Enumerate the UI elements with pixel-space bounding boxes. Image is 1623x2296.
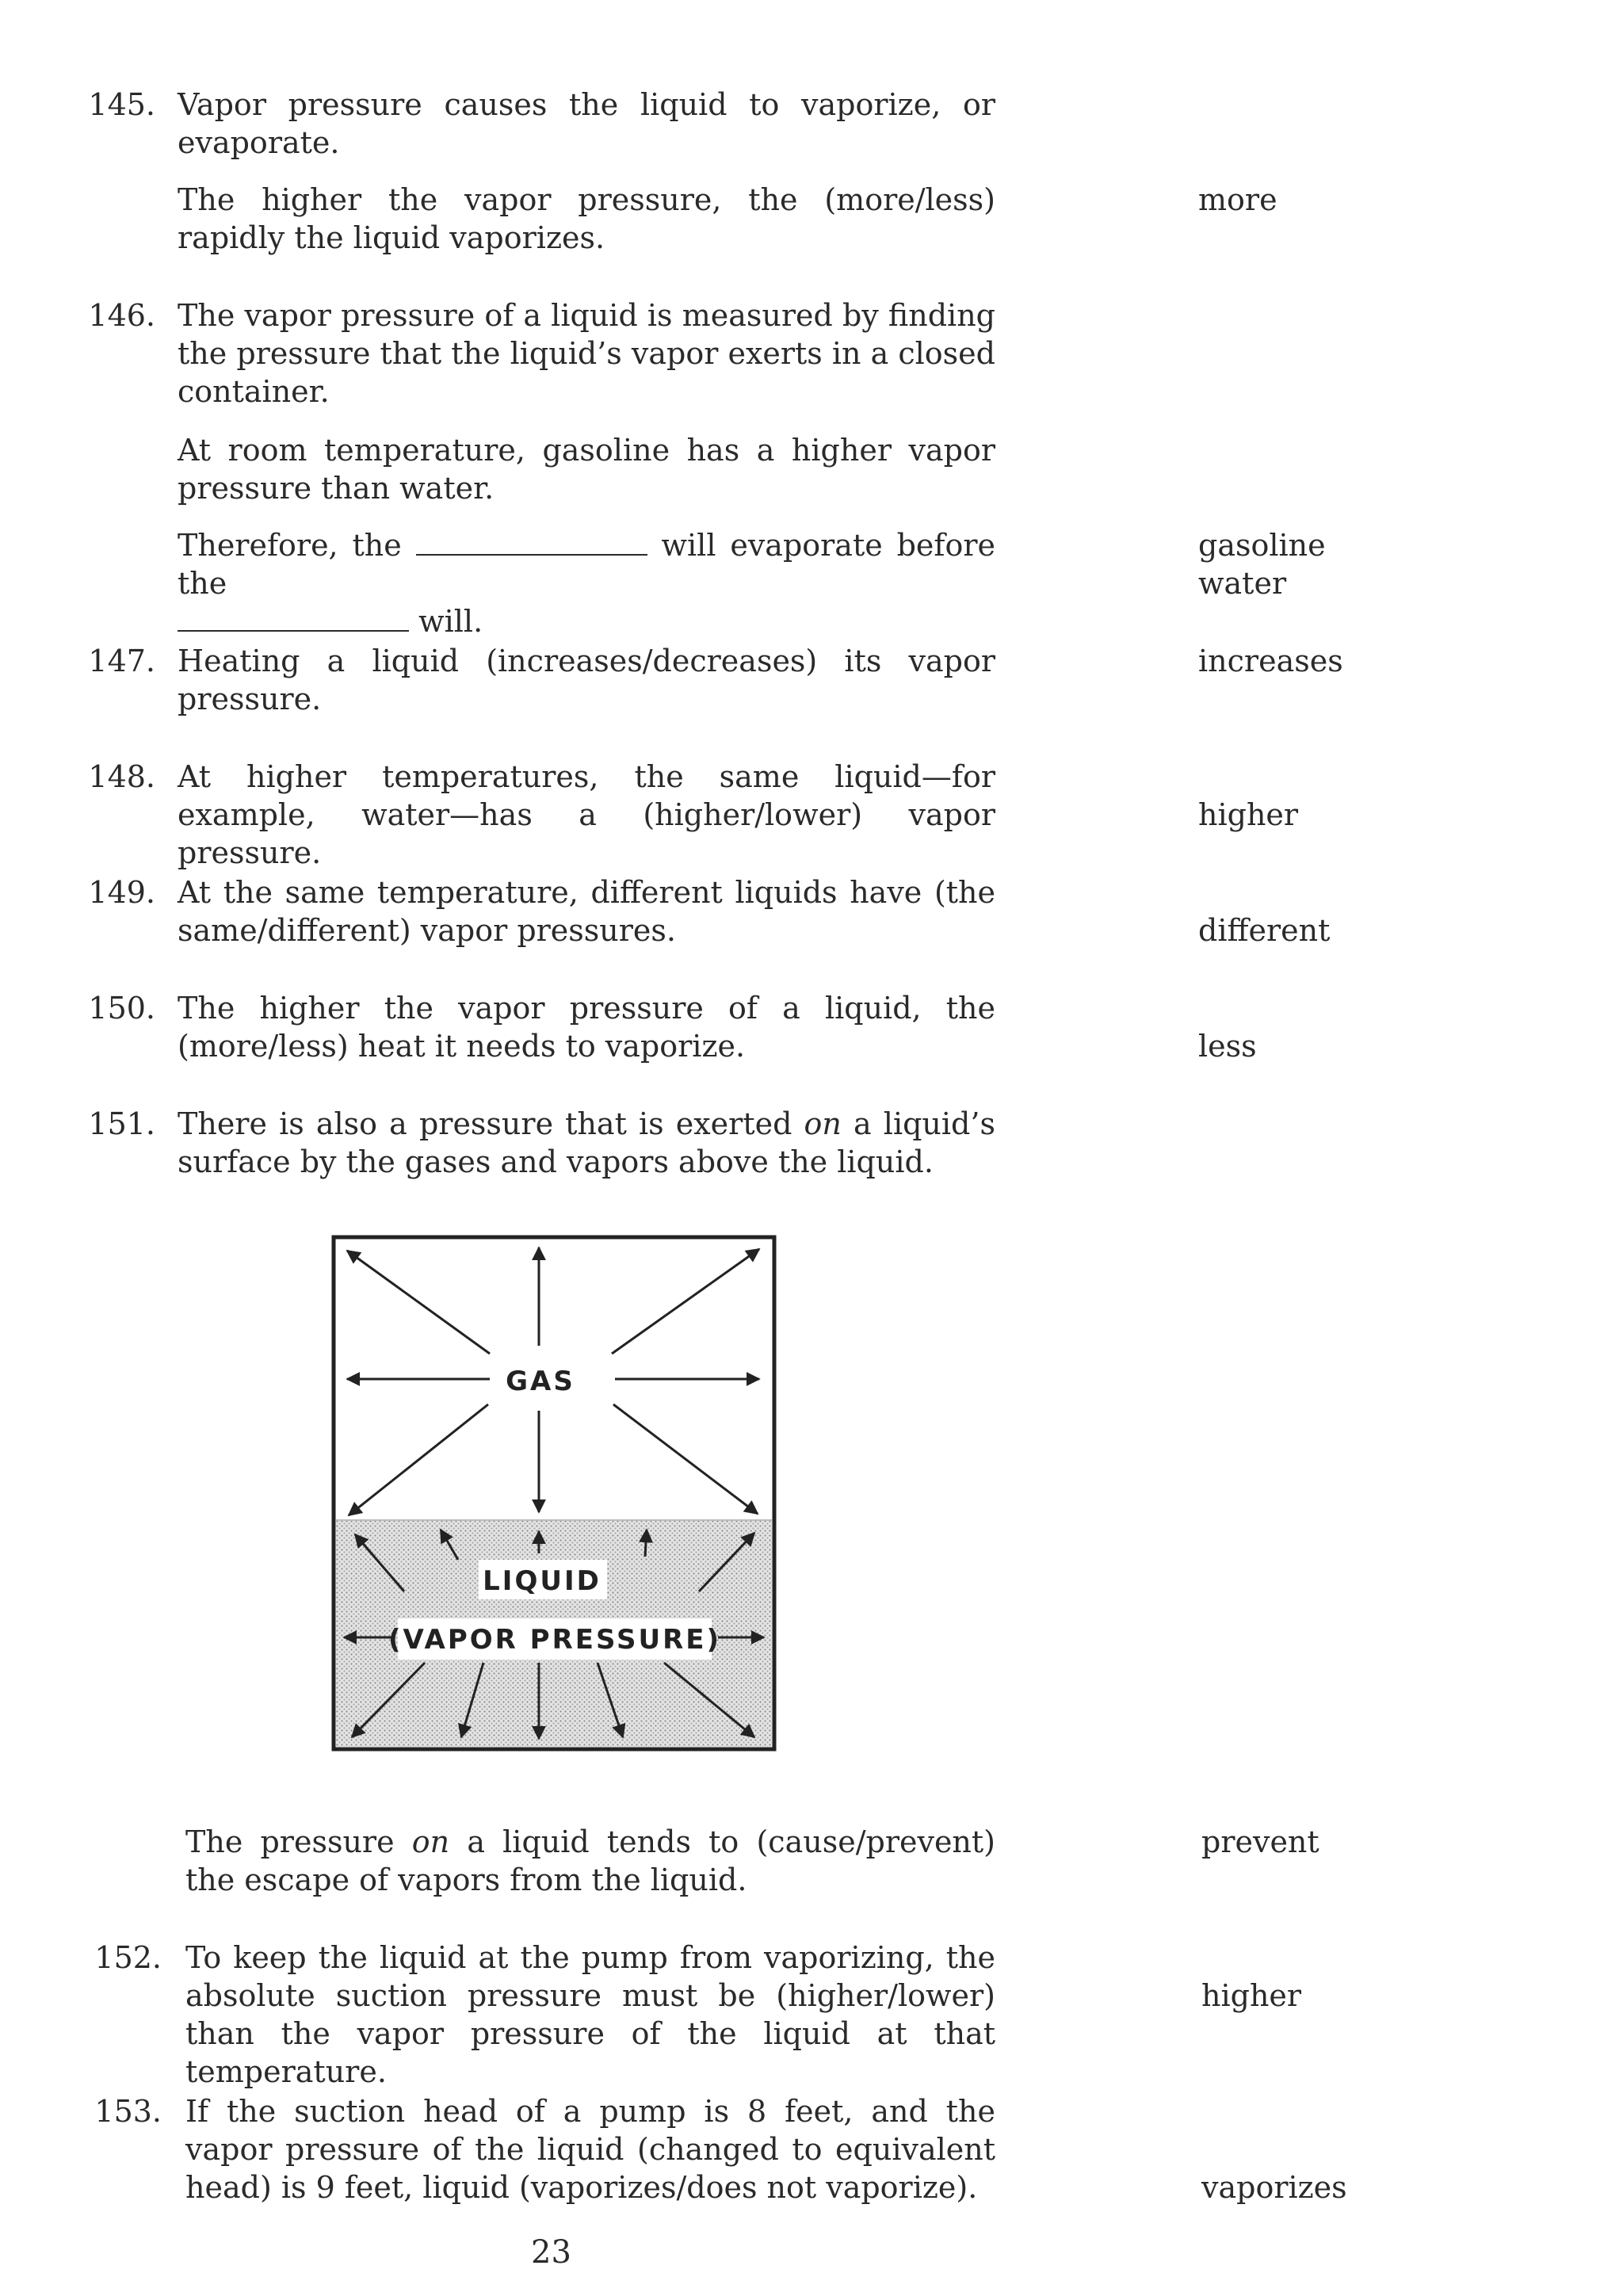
item-number: 145. xyxy=(88,87,155,122)
item-text: At the same temperature, different liquids have (the same/different) vapor pressures. xyxy=(178,875,995,948)
item-number: 152. xyxy=(94,1940,162,1975)
blank-text-before: Therefore, the xyxy=(178,528,402,563)
answer: vaporizes xyxy=(1201,2170,1347,2205)
answer: higher xyxy=(1198,797,1299,832)
item-text: The higher the vapor pressure of a liquid, the (more/less) heat it needs to vaporize. xyxy=(178,991,995,1064)
item-text: There is also a pressure that is exerted on a liquid’s surface by the gases and vapors above the liquid. xyxy=(178,1106,995,1179)
item-text: If the suction head of a pump is 8 feet, and the vapor pressure of the liquid (changed to equivalent head) is 9 feet, liquid (vaporizes/does not vaporize). xyxy=(185,2094,995,2205)
answer: increases xyxy=(1198,644,1343,678)
emphasis: on xyxy=(804,1106,842,1141)
blank-text-after: will. xyxy=(418,604,483,639)
answer: water xyxy=(1198,566,1287,601)
answer: gasoline xyxy=(1198,528,1326,563)
page-number: 23 xyxy=(531,2234,571,2271)
answer-blank xyxy=(178,606,409,632)
item-number: 147. xyxy=(88,644,155,678)
answer: different xyxy=(1198,913,1331,948)
gas-label: GAS xyxy=(506,1366,575,1397)
item-text: Heating a liquid (increases/decreases) its vapor pressure. xyxy=(178,644,995,716)
fill-in-blank-question xyxy=(178,526,995,640)
item-text: Vapor pressure causes the liquid to vaporize, or evaporate. xyxy=(178,87,995,160)
item-question: The higher the vapor pressure, the (more/less) rapidly the liquid vaporizes. xyxy=(178,182,995,255)
answer: higher xyxy=(1201,1978,1302,2013)
item-number: 150. xyxy=(88,991,155,1026)
blank-text-middle: will evaporate before the xyxy=(178,528,995,601)
liquid-label: LIQUID xyxy=(483,1565,601,1597)
item-question: The pressure on a liquid tends to (cause/prevent) the escape of vapors from the liquid. xyxy=(185,1824,995,1897)
answer: more xyxy=(1198,182,1277,217)
item-text: The vapor pressure of a liquid is measured by finding the pressure that the liquid’s vapor exerts in a closed container. xyxy=(178,298,995,409)
answer: prevent xyxy=(1201,1824,1319,1859)
item-text: At higher temperatures, the same liquid—for example, water—has a (higher/lower) vapor pressure. xyxy=(178,759,995,870)
emphasis: on xyxy=(411,1824,450,1859)
vapor-pressure-figure xyxy=(331,1235,777,1752)
answer: less xyxy=(1198,1029,1257,1064)
item-text: To keep the liquid at the pump from vaporizing, the absolute suction pressure must be (higher/lower) than the vapor pressure of the liquid at that temperature. xyxy=(185,1940,995,2089)
item-number: 149. xyxy=(88,875,155,910)
item-number: 153. xyxy=(94,2094,162,2129)
item-number: 146. xyxy=(88,298,155,333)
item-number: 151. xyxy=(88,1106,155,1141)
answer-blank xyxy=(416,530,647,556)
item-number: 148. xyxy=(88,759,155,794)
item-text: At room temperature, gasoline has a higher vapor pressure than water. xyxy=(178,433,995,506)
vapor-pressure-label: (VAPOR PRESSURE) xyxy=(388,1624,722,1656)
